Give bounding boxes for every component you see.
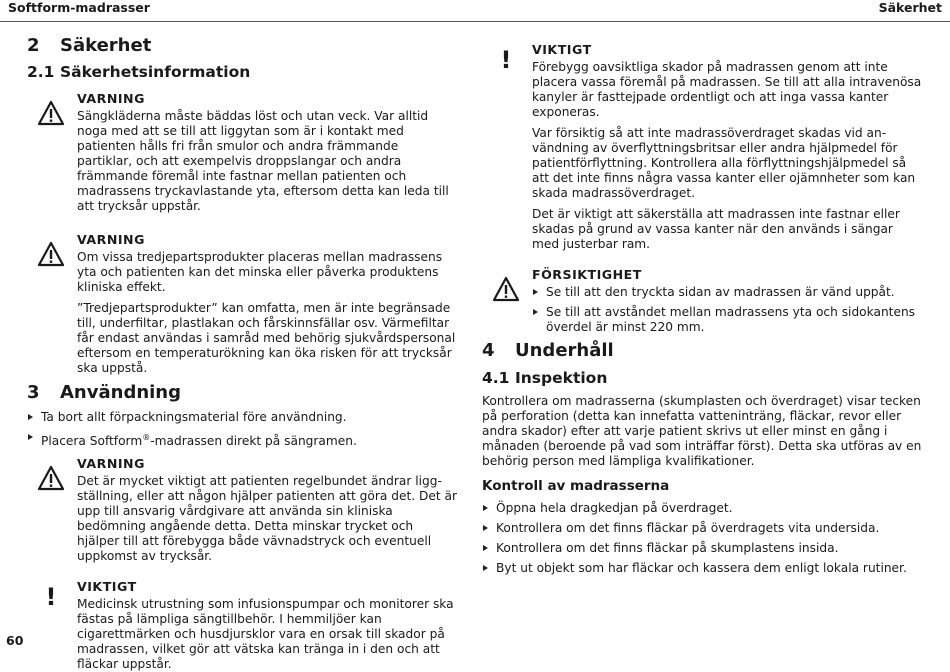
notice-title: FÖRSIKTIGHET [532,267,642,282]
important-notice-1 [27,578,457,672]
triangle-bullet-icon [533,309,538,315]
list-item-text: Placera Softform [41,434,143,449]
caution-notice [482,266,922,335]
section-title: Underhåll [515,340,614,361]
warning-notice-1 [27,90,457,214]
notice-text: Medicinsk utrustning som infusionspumpar och monitorer ska fästas på lämpliga sängtillbehör. I hemmiljöer kan cigarettmärken och husdjursklor vara en orsak till skador på madrassen, vilket gör att vätska kan tränga in i den och att fläckar uppstår. [77,597,454,672]
list-item-text: -madrassen direkt på sängramen. [150,434,357,449]
triangle-bullet-icon [533,289,538,295]
heading-section-2-1 [27,62,457,82]
triangle-bullet-icon [483,525,488,531]
section-title: Inspektion [515,369,608,387]
list-item-text: Kontrollera om det finns fläckar på överdragets vita undersida. [496,521,880,535]
notice-title: VARNING [77,232,145,247]
notice-text: Sängkläderna måste bäddas löst och utan veck. Var alltid noga med att se till att liggytan som är i kontakt med patienten hålls fri från smulor och andra främmande partiklar, och att exempelvis droppslangar och andra främmande föremål inte fastnar mellan patienten och madrassens tryckavlastande yta, eftersom detta kan leda till att trycksår uppstår. [77,109,449,213]
list-item [482,501,922,516]
notice-title: VIKTIGT [532,42,592,57]
heading-check-mattresses: Kontroll av madrasserna [482,478,670,494]
notice-text: Förebygg oavsiktliga skador på madrassen genom att inte placera vassa föremål på madrassen. Se till att alla intravenösa kanyler är fasttejpade ordentligt och att inga vassa kanter exponeras. [532,60,922,119]
list-item [482,561,922,576]
list-item [532,305,922,335]
exclamation-icon: ! [500,46,512,74]
list-item [27,430,457,449]
list-item-text: Kontrollera om det finns fläckar på skumplastens insida. [496,541,839,555]
heading-section-2 [27,35,457,57]
registered-mark: ® [142,433,151,442]
notice-title: VARNING [77,91,145,106]
notice-title: VIKTIGT [77,579,137,595]
notice-text: Det är viktigt att säkerställa att madrassen inte fastnar eller skadas på grund av vassa kanter när den används i sängar med justerbar ram. [532,207,900,251]
inspection-text: Kontrollera om madrasserna (skumplasten och överdraget) visar tecken på perforation (detta kan innefatta vatteninträng, fläckar, revor eller andra skador) efter att varje patient skrivs ut eller minst en gång i månaden (beroende på vad som inträffar först). Detta ska utföras av en behörig person med lämpliga kvalifikationer. [482,394,922,468]
left-column [27,35,457,672]
notice-text: ”Tredjepartsprodukter” kan omfatta, men är inte begränsade till, underfiltar, plastlakan och fårskinnsfällar osv. Värmefiltar får endast användas i samråd med behörig sjukvårdspersonal eftersom en temperaturökning kan öka risken för att trycksår ska uppstå. [77,301,456,375]
section-number: 4.1 [482,369,510,387]
list-item [27,410,457,425]
section-number: 4 [482,340,495,361]
notice-text: Var försiktig så att inte madrassöverdraget skadas vid användning av överflyttningsbritsar eller andra hjälpmedel för patientförflyttning. Kontrollera alla förflyttningshjälpmedel så att det inte finns några vassa kanter eller ojämnheter som kan skada madrassöverdraget. [532,126,916,200]
list-item-text: Se till att den tryckta sidan av madrassen är vänd uppåt. [546,285,895,299]
section-number: 3 [27,382,40,403]
list-item-text: Öppna hela dragkedjan på överdraget. [496,501,733,515]
section-number: 2 [27,35,40,56]
triangle-bullet-icon [28,414,33,420]
section-title: Användning [60,382,182,403]
list-item-text: Ta bort allt förpackningsmaterial före användning. [41,410,347,424]
warning-notice-3 [27,455,457,564]
warning-triangle-icon [37,465,65,491]
header-rule [0,21,950,22]
warning-triangle-icon [492,276,520,302]
header-left: Softform-madrasser [8,0,150,15]
triangle-bullet-icon [28,434,33,440]
triangle-bullet-icon [483,565,488,571]
warning-triangle-icon [37,241,65,267]
list-item-text: Byt ut objekt som har fläckar och kassera dem enligt lokala rutiner. [496,561,907,575]
list-item [482,541,922,556]
exclamation-icon: ! [45,583,57,612]
usage-list [27,410,457,449]
caution-list [532,285,922,335]
section-number: 2.1 [27,63,55,81]
important-notice-2 [482,41,922,252]
heading-section-3 [27,382,457,404]
list-item-text: Se till att avståndet mellan madrassens yta och sidokantens överdel är minst 220 mm. [546,305,916,334]
triangle-bullet-icon [483,505,488,511]
check-list [482,501,922,576]
heading-section-4-1 [482,368,922,388]
section-title: Säkerhetsinformation [60,63,251,81]
list-item [482,521,922,536]
notice-text: Det är mycket viktigt att patienten regelbundet ändrar liggställning, eller att någon hjälper patienten att göra det. Det är upp till ansvarig vårdgivare att använda sin kliniska bedömning angående detta. Detta minskar trycket och hjälper till att förebygga både vävnadstryck och eventuell uppkomst av trycksår. [77,474,457,564]
header-right: Säkerhet [878,0,942,15]
notice-title: VARNING [77,456,145,472]
notice-text: Om vissa tredjepartsprodukter placeras mellan madrassens yta och patienten kan det minska eller påverka produktens kliniska effekt. [77,250,443,294]
warning-triangle-icon [37,100,65,126]
list-item [532,285,922,300]
right-column [482,41,922,581]
heading-section-4 [482,340,922,362]
triangle-bullet-icon [483,545,488,551]
warning-notice-2 [27,231,457,376]
page-number: 60 [6,633,24,648]
section-title: Säkerhet [60,35,152,56]
